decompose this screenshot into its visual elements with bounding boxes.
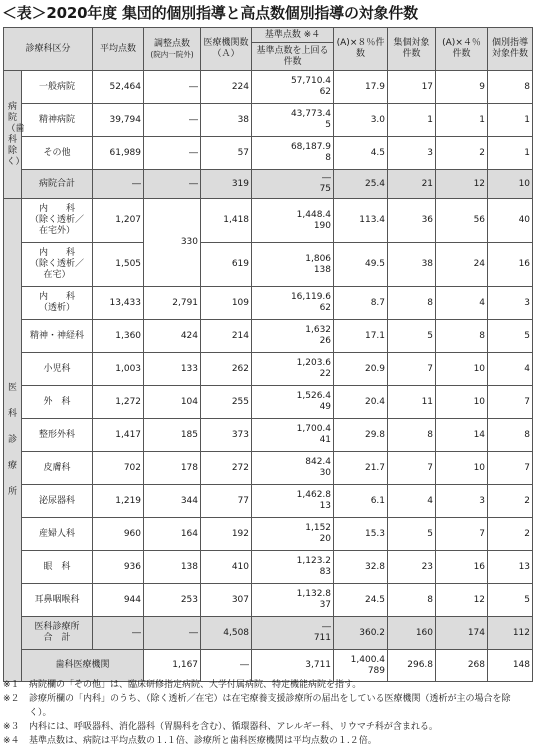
note-mark: ※４ bbox=[3, 736, 20, 746]
cell-avg: 702 bbox=[93, 452, 144, 485]
cell-inst: 307 bbox=[201, 584, 252, 617]
row-label bbox=[22, 287, 93, 320]
note-mark: ※１ bbox=[3, 680, 20, 690]
cell-a4: 7 bbox=[436, 518, 488, 551]
cell-ref-count: 26 bbox=[319, 336, 332, 346]
cell-ref bbox=[252, 617, 334, 650]
cell-adj: 253 bbox=[144, 584, 201, 617]
cell-avg: 1,417 bbox=[93, 419, 144, 452]
cell-adj: 424 bbox=[144, 320, 201, 353]
cell-inst: 319 bbox=[201, 170, 252, 199]
row-label-line1: 医科診療所 bbox=[34, 622, 80, 632]
cell-inst: 224 bbox=[201, 71, 252, 104]
cell-ind: 8 bbox=[488, 419, 533, 452]
cell-ref-points: 57,710.4 bbox=[290, 76, 332, 86]
cell-adj: ― bbox=[144, 617, 201, 650]
cell-ref bbox=[252, 419, 334, 452]
cell-inst: 262 bbox=[201, 353, 252, 386]
row-label: 歯科医療機関 bbox=[22, 650, 144, 682]
header-avg-points: 平均点数 bbox=[93, 28, 144, 71]
row-label: 整形外科 bbox=[22, 419, 93, 452]
cell-ref bbox=[252, 104, 334, 137]
cell-ref bbox=[252, 287, 334, 320]
cell-ind: 7 bbox=[488, 386, 533, 419]
cell-avg: ― bbox=[93, 617, 144, 650]
cell-avg: 960 bbox=[93, 518, 144, 551]
cell-ref-points: 1,526.4 bbox=[296, 391, 332, 401]
cell-a4: 14 bbox=[436, 419, 488, 452]
cell-ind: 4 bbox=[488, 353, 533, 386]
cell-grp: 3 bbox=[388, 137, 436, 170]
cell-ref-points: 68,187.9 bbox=[290, 142, 332, 152]
cell-inst: 192 bbox=[201, 518, 252, 551]
header-adjusted-points-sub: (院内一院外) bbox=[150, 50, 194, 59]
cell-avg: ― bbox=[93, 170, 144, 199]
header-institutions: 医療機関数（Ａ） bbox=[201, 28, 252, 71]
cell-grp: 38 bbox=[388, 243, 436, 287]
cell-grp: 8 bbox=[388, 584, 436, 617]
cell-inst: 38 bbox=[201, 104, 252, 137]
cell-avg: 13,433 bbox=[93, 287, 144, 320]
row-label: 小児科 bbox=[22, 353, 93, 386]
row-label-line1: 内 科 bbox=[39, 292, 76, 302]
cell-a4: 2 bbox=[436, 137, 488, 170]
note-text: 内科には、呼吸器科、消化器科（胃腸科を含む）、循環器科、アレルギー科、リウマチ科が含まれる。 bbox=[29, 722, 438, 732]
cell-grp: 8 bbox=[388, 287, 436, 320]
cell-a4: 4 bbox=[436, 287, 488, 320]
cell-ref bbox=[252, 386, 334, 419]
cell-a4: 10 bbox=[436, 386, 488, 419]
cell-grp: 268 bbox=[436, 650, 488, 682]
cell-ref-points: 43,773.4 bbox=[290, 109, 332, 119]
row-label-line3: 在宅外） bbox=[39, 226, 76, 236]
cell-ref bbox=[252, 243, 334, 287]
cell-inst: 373 bbox=[201, 419, 252, 452]
cell-ref-points: 1,152 bbox=[305, 523, 332, 533]
cell-ind: 40 bbox=[488, 199, 533, 243]
header-a-times-8: (A)×８％件数 bbox=[334, 28, 388, 71]
cell-ref bbox=[252, 199, 334, 243]
row-label-line1: 内 科 bbox=[39, 248, 76, 258]
cell-ref-count: 49 bbox=[319, 402, 332, 412]
note bbox=[3, 692, 532, 720]
cell-ref-count: 13 bbox=[319, 501, 332, 511]
header-adjusted-points-label: 調整点数 bbox=[154, 39, 191, 49]
cell-ref-points: 1,700.4 bbox=[296, 424, 332, 434]
cell-grp: 160 bbox=[388, 617, 436, 650]
cell-ref bbox=[252, 551, 334, 584]
cell-a8: 6.1 bbox=[334, 485, 388, 518]
cell-ref-points: 1,632 bbox=[305, 325, 332, 335]
cell-a4: 56 bbox=[436, 199, 488, 243]
note-text: 基準点数は、病院は平均点数の１.１倍、診療所と歯科医療機関は平均点数の１.２倍。 bbox=[29, 736, 377, 746]
cell-ref bbox=[252, 170, 334, 199]
cell-inst: 410 bbox=[201, 551, 252, 584]
row-label-line3: 在宅） bbox=[43, 270, 71, 280]
cell-ref-count: 190 bbox=[313, 220, 332, 231]
cell-a4: 24 bbox=[436, 243, 488, 287]
cell-avg: 61,989 bbox=[93, 137, 144, 170]
cell-ref-count: 138 bbox=[313, 264, 332, 275]
group-hospital-label: 病院（歯科除く） bbox=[6, 101, 25, 167]
note-mark: ※３ bbox=[3, 722, 20, 732]
cell-ref-points: 842.4 bbox=[305, 457, 332, 467]
cell-adj: 330 bbox=[144, 199, 201, 287]
cell-ref-count: 83 bbox=[319, 567, 332, 577]
cell-a8: 29.8 bbox=[334, 419, 388, 452]
cell-a4: 8 bbox=[436, 320, 488, 353]
cell-a8: 20.9 bbox=[334, 353, 388, 386]
cell-avg: 1,272 bbox=[93, 386, 144, 419]
cell-a4: 148 bbox=[488, 650, 533, 682]
cell-grp: 5 bbox=[388, 518, 436, 551]
cell-adj: 164 bbox=[144, 518, 201, 551]
header-over-reference: 基準点数を上回る件数 bbox=[252, 43, 334, 71]
group-clinic-label: 医科診療所 bbox=[7, 383, 17, 497]
row-label-line2: （除く透析／ bbox=[30, 259, 85, 269]
row-label: 精神病院 bbox=[22, 104, 93, 137]
cell-a8: 113.4 bbox=[334, 199, 388, 243]
header-individual-targets: 個別指導対象件数 bbox=[488, 28, 533, 71]
cell-ref bbox=[252, 320, 334, 353]
cell-inst: 77 bbox=[201, 485, 252, 518]
cell-inst: 3,711 bbox=[252, 650, 334, 682]
cell-grp: 8 bbox=[388, 419, 436, 452]
row-label: その他 bbox=[22, 137, 93, 170]
cell-ref-count: 30 bbox=[319, 468, 332, 478]
cell-avg: 936 bbox=[93, 551, 144, 584]
cell-adj: 138 bbox=[144, 551, 201, 584]
cell-ind: 5 bbox=[488, 320, 533, 353]
cell-inst: 1,418 bbox=[201, 199, 252, 243]
group-hospital bbox=[4, 71, 25, 199]
cell-ref-points: 1,462.8 bbox=[296, 490, 332, 500]
cell-a8: 4.5 bbox=[334, 137, 388, 170]
row-label-line1: 内 科 bbox=[39, 204, 76, 214]
row-label: 皮膚科 bbox=[22, 452, 93, 485]
cell-a8: 49.5 bbox=[334, 243, 388, 287]
cell-adj: ― bbox=[144, 137, 201, 170]
cell-a8: 24.5 bbox=[334, 584, 388, 617]
cell-avg: 39,794 bbox=[93, 104, 144, 137]
cell-ref-count: 37 bbox=[319, 600, 332, 610]
note-text: 病院欄の「その他」は、臨床研修指定病院、大学付属病院、特定機能病院を指す。 bbox=[29, 680, 362, 690]
data-table bbox=[3, 27, 533, 682]
cell-ref-count: 22 bbox=[319, 369, 332, 379]
note-text: 診療所欄の「内科」のうち、（除く透析／在宅）は在宅療養支援診療所の届出をしている医療機関（透析が主の場合を除く）。 bbox=[29, 694, 511, 718]
cell-ref-points: ― bbox=[322, 173, 332, 183]
cell-ref-count: 5 bbox=[325, 120, 332, 130]
cell-a8: 8.7 bbox=[334, 287, 388, 320]
row-label-line2: （除く透析／ bbox=[30, 215, 85, 225]
row-label: 外 科 bbox=[22, 386, 93, 419]
cell-a4: 174 bbox=[436, 617, 488, 650]
cell-ref bbox=[252, 353, 334, 386]
cell-ref-points: ― bbox=[322, 622, 332, 632]
row-label bbox=[22, 199, 93, 243]
cell-ind: 16 bbox=[488, 243, 533, 287]
cell-ind: 2 bbox=[488, 518, 533, 551]
cell-inst: 272 bbox=[201, 452, 252, 485]
row-label-line2: （透析） bbox=[39, 303, 76, 313]
cell-adj: ― bbox=[201, 650, 252, 682]
cell-ref-count: 711 bbox=[313, 633, 332, 643]
cell-grp: 17 bbox=[388, 71, 436, 104]
group-clinic bbox=[4, 199, 22, 682]
cell-ref bbox=[252, 518, 334, 551]
cell-a8: 296.8 bbox=[388, 650, 436, 682]
page-title: ＜表＞2020年度 集団的個別指導と高点数個別指導の対象件数 bbox=[2, 4, 418, 22]
cell-ind: 13 bbox=[488, 551, 533, 584]
cell-ref bbox=[252, 452, 334, 485]
cell-adj: 104 bbox=[144, 386, 201, 419]
header-adjusted-points bbox=[144, 28, 201, 71]
cell-a8: 17.9 bbox=[334, 71, 388, 104]
cell-inst: 57 bbox=[201, 137, 252, 170]
cell-ref bbox=[252, 137, 334, 170]
row-label: 精神・神経科 bbox=[22, 320, 93, 353]
notes bbox=[3, 678, 532, 748]
header-a-times-4: (A)×４％件数 bbox=[436, 28, 488, 71]
cell-grp: 4 bbox=[388, 485, 436, 518]
cell-avg: 1,505 bbox=[93, 243, 144, 287]
cell-ref-points: 1,203.6 bbox=[296, 358, 332, 368]
cell-avg: 1,003 bbox=[93, 353, 144, 386]
cell-grp: 5 bbox=[388, 320, 436, 353]
cell-adj: ― bbox=[144, 170, 201, 199]
cell-a8: 20.4 bbox=[334, 386, 388, 419]
cell-adj: 178 bbox=[144, 452, 201, 485]
cell-ind: 10 bbox=[488, 170, 533, 199]
note bbox=[3, 720, 532, 734]
cell-grp: 36 bbox=[388, 199, 436, 243]
cell-ind: 1 bbox=[488, 104, 533, 137]
cell-ind: 7 bbox=[488, 452, 533, 485]
cell-avg: 1,167 bbox=[144, 650, 201, 682]
cell-avg: 1,360 bbox=[93, 320, 144, 353]
cell-avg: 52,464 bbox=[93, 71, 144, 104]
row-label: 病院合計 bbox=[22, 170, 93, 199]
cell-ref bbox=[252, 485, 334, 518]
cell-a8: 21.7 bbox=[334, 452, 388, 485]
cell-a8: 3.0 bbox=[334, 104, 388, 137]
row-label-line2: 合 計 bbox=[43, 633, 71, 643]
cell-ref-points: 1,132.8 bbox=[296, 589, 332, 599]
cell-ref-points: 1,806 bbox=[305, 253, 332, 264]
header-category: 診療科区分 bbox=[4, 28, 93, 71]
cell-ref-count: 75 bbox=[319, 184, 332, 194]
header-reference-points: 基準点数 ※４ bbox=[252, 28, 334, 43]
cell-adj: 2,791 bbox=[144, 287, 201, 320]
cell-ref-count: 41 bbox=[319, 435, 332, 445]
cell-inst: 255 bbox=[201, 386, 252, 419]
cell-a4: 1 bbox=[436, 104, 488, 137]
cell-grp: 23 bbox=[388, 551, 436, 584]
cell-a4: 3 bbox=[436, 485, 488, 518]
row-label: 一般病院 bbox=[22, 71, 93, 104]
cell-a4: 12 bbox=[436, 170, 488, 199]
cell-ind: 8 bbox=[488, 71, 533, 104]
row-label bbox=[22, 243, 93, 287]
cell-a8: 360.2 bbox=[334, 617, 388, 650]
cell-grp: 7 bbox=[388, 353, 436, 386]
cell-a8: 32.8 bbox=[334, 551, 388, 584]
cell-inst: 4,508 bbox=[201, 617, 252, 650]
cell-adj: ― bbox=[144, 71, 201, 104]
cell-ref-count: 8 bbox=[325, 153, 332, 163]
row-label: 泌尿器科 bbox=[22, 485, 93, 518]
cell-avg: 944 bbox=[93, 584, 144, 617]
cell-adj: 133 bbox=[144, 353, 201, 386]
cell-ref-count: 20 bbox=[319, 534, 332, 544]
cell-avg: 1,219 bbox=[93, 485, 144, 518]
cell-inst: 109 bbox=[201, 287, 252, 320]
cell-a4: 10 bbox=[436, 452, 488, 485]
cell-adj: 344 bbox=[144, 485, 201, 518]
cell-ref bbox=[334, 650, 388, 682]
note bbox=[3, 678, 532, 692]
cell-ref-points: 1,400.4 bbox=[350, 654, 386, 665]
cell-ind: 1 bbox=[488, 137, 533, 170]
cell-ref-points: 1,448.4 bbox=[296, 209, 332, 220]
cell-grp: 7 bbox=[388, 452, 436, 485]
cell-ref-points: 16,119.6 bbox=[290, 292, 332, 302]
cell-ind: 2 bbox=[488, 485, 533, 518]
cell-ref bbox=[252, 71, 334, 104]
header-group-targets: 集個対象件数 bbox=[388, 28, 436, 71]
cell-adj: ― bbox=[144, 104, 201, 137]
cell-grp: 11 bbox=[388, 386, 436, 419]
cell-ref-count: 62 bbox=[319, 87, 332, 97]
cell-ref-points: 1,123.2 bbox=[296, 556, 332, 566]
cell-a4: 9 bbox=[436, 71, 488, 104]
cell-grp: 21 bbox=[388, 170, 436, 199]
row-label bbox=[22, 617, 93, 650]
cell-a4: 16 bbox=[436, 551, 488, 584]
cell-inst: 214 bbox=[201, 320, 252, 353]
cell-a8: 17.1 bbox=[334, 320, 388, 353]
row-label: 産婦人科 bbox=[22, 518, 93, 551]
cell-avg: 1,207 bbox=[93, 199, 144, 243]
row-label: 眼 科 bbox=[22, 551, 93, 584]
cell-ref-count: 789 bbox=[367, 665, 386, 676]
cell-a4: 12 bbox=[436, 584, 488, 617]
cell-inst: 619 bbox=[201, 243, 252, 287]
cell-ref bbox=[252, 584, 334, 617]
cell-adj: 185 bbox=[144, 419, 201, 452]
note bbox=[3, 734, 532, 748]
row-label: 耳鼻咽喉科 bbox=[22, 584, 93, 617]
cell-ref-count: 62 bbox=[319, 303, 332, 313]
note-mark: ※２ bbox=[3, 694, 20, 704]
cell-a4: 10 bbox=[436, 353, 488, 386]
cell-grp: 1 bbox=[388, 104, 436, 137]
cell-a8: 25.4 bbox=[334, 170, 388, 199]
cell-ind: 112 bbox=[488, 617, 533, 650]
cell-ind: 3 bbox=[488, 287, 533, 320]
cell-a8: 15.3 bbox=[334, 518, 388, 551]
cell-ind: 5 bbox=[488, 584, 533, 617]
